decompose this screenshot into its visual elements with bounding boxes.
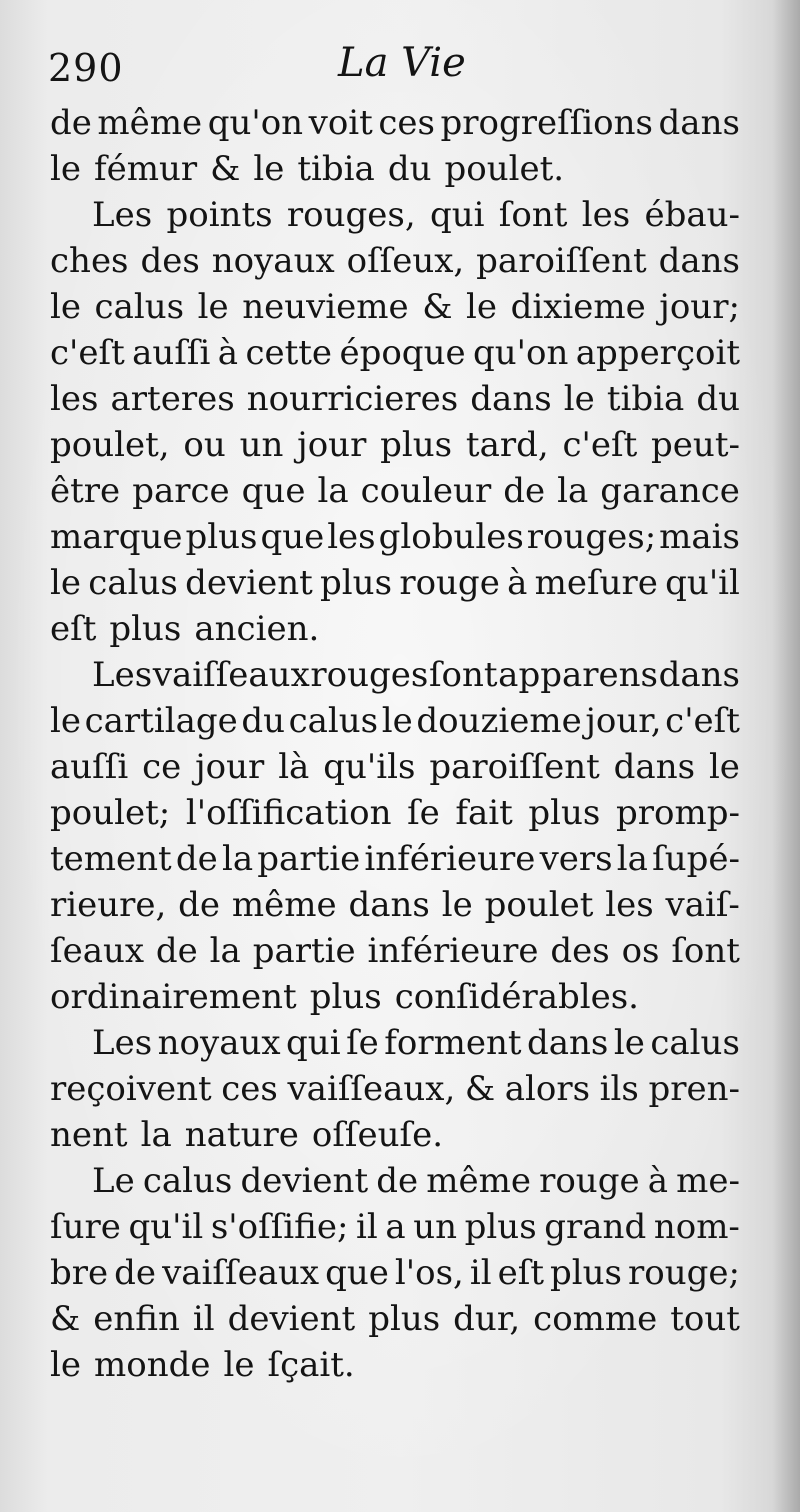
text-line: le cartilage du calus le douzieme jour, c'eſt <box>50 701 740 741</box>
text-line: être parce que la couleur de la garance <box>50 471 740 511</box>
text-line: c'eſt auſſi à cette époque qu'on apperçoit <box>50 333 740 373</box>
text-line: le monde le ſçait. <box>50 1345 355 1385</box>
text-line: Les points rouges, qui ſont les ébau- <box>92 195 740 235</box>
text-line: Les noyaux qui ſe forment dans le calus <box>92 1023 740 1063</box>
text-line: tement de la partie inférieure vers la ſupé- <box>50 839 740 879</box>
text-line: ordinairement plus conſidérables. <box>50 977 639 1017</box>
text-line: poulet; l'oſſification ſe fait plus promp- <box>50 793 740 833</box>
text-line: le calus devient plus rouge à meſure qu'il <box>50 563 740 603</box>
text-line: les arteres nourricieres dans le tibia du <box>50 379 740 419</box>
text-line: auſſi ce jour là qu'ils paroiſſent dans le <box>50 747 740 787</box>
text-line: le fémur & le tibia du poulet. <box>50 149 565 189</box>
text-line: eſt plus ancien. <box>50 609 320 649</box>
running-head <box>48 40 738 100</box>
text-line: Les vaiſſeaux rouges ſont apparens dans <box>92 655 740 695</box>
body-text <box>50 100 740 1388</box>
text-line: ches des noyaux oſſeux, paroiſſent dans <box>50 241 740 281</box>
text-line: reçoivent ces vaiſſeaux, & alors ils pren- <box>50 1069 740 1109</box>
text-line: poulet, ou un jour plus tard, c'eſt peut- <box>50 425 740 465</box>
page-edge-shadow <box>772 0 800 1512</box>
running-title: La Vie <box>338 40 466 86</box>
text-line: nent la nature oſſeuſe. <box>50 1115 444 1155</box>
text-line: Le calus devient de même rouge à me- <box>92 1161 740 1201</box>
text-line: de même qu'on voit ces progreſſions dans <box>50 103 740 143</box>
text-line: ſure qu'il s'oſſifie; il a un plus grand nom- <box>50 1207 740 1247</box>
text-line: rieure, de même dans le poulet les vaiſ- <box>50 885 740 925</box>
text-line: ſeaux de la partie inférieure des os ſont <box>50 931 740 971</box>
page-number: 290 <box>48 46 124 90</box>
text-line: & enfin il devient plus dur, comme tout <box>50 1299 740 1339</box>
text-line: le calus le neuvieme & le dixieme jour; <box>50 287 740 327</box>
text-line: marque plus que les globules rouges; mais <box>50 517 740 557</box>
text-line: bre de vaiſſeaux que l'os, il eſt plus rouge; <box>50 1253 740 1293</box>
